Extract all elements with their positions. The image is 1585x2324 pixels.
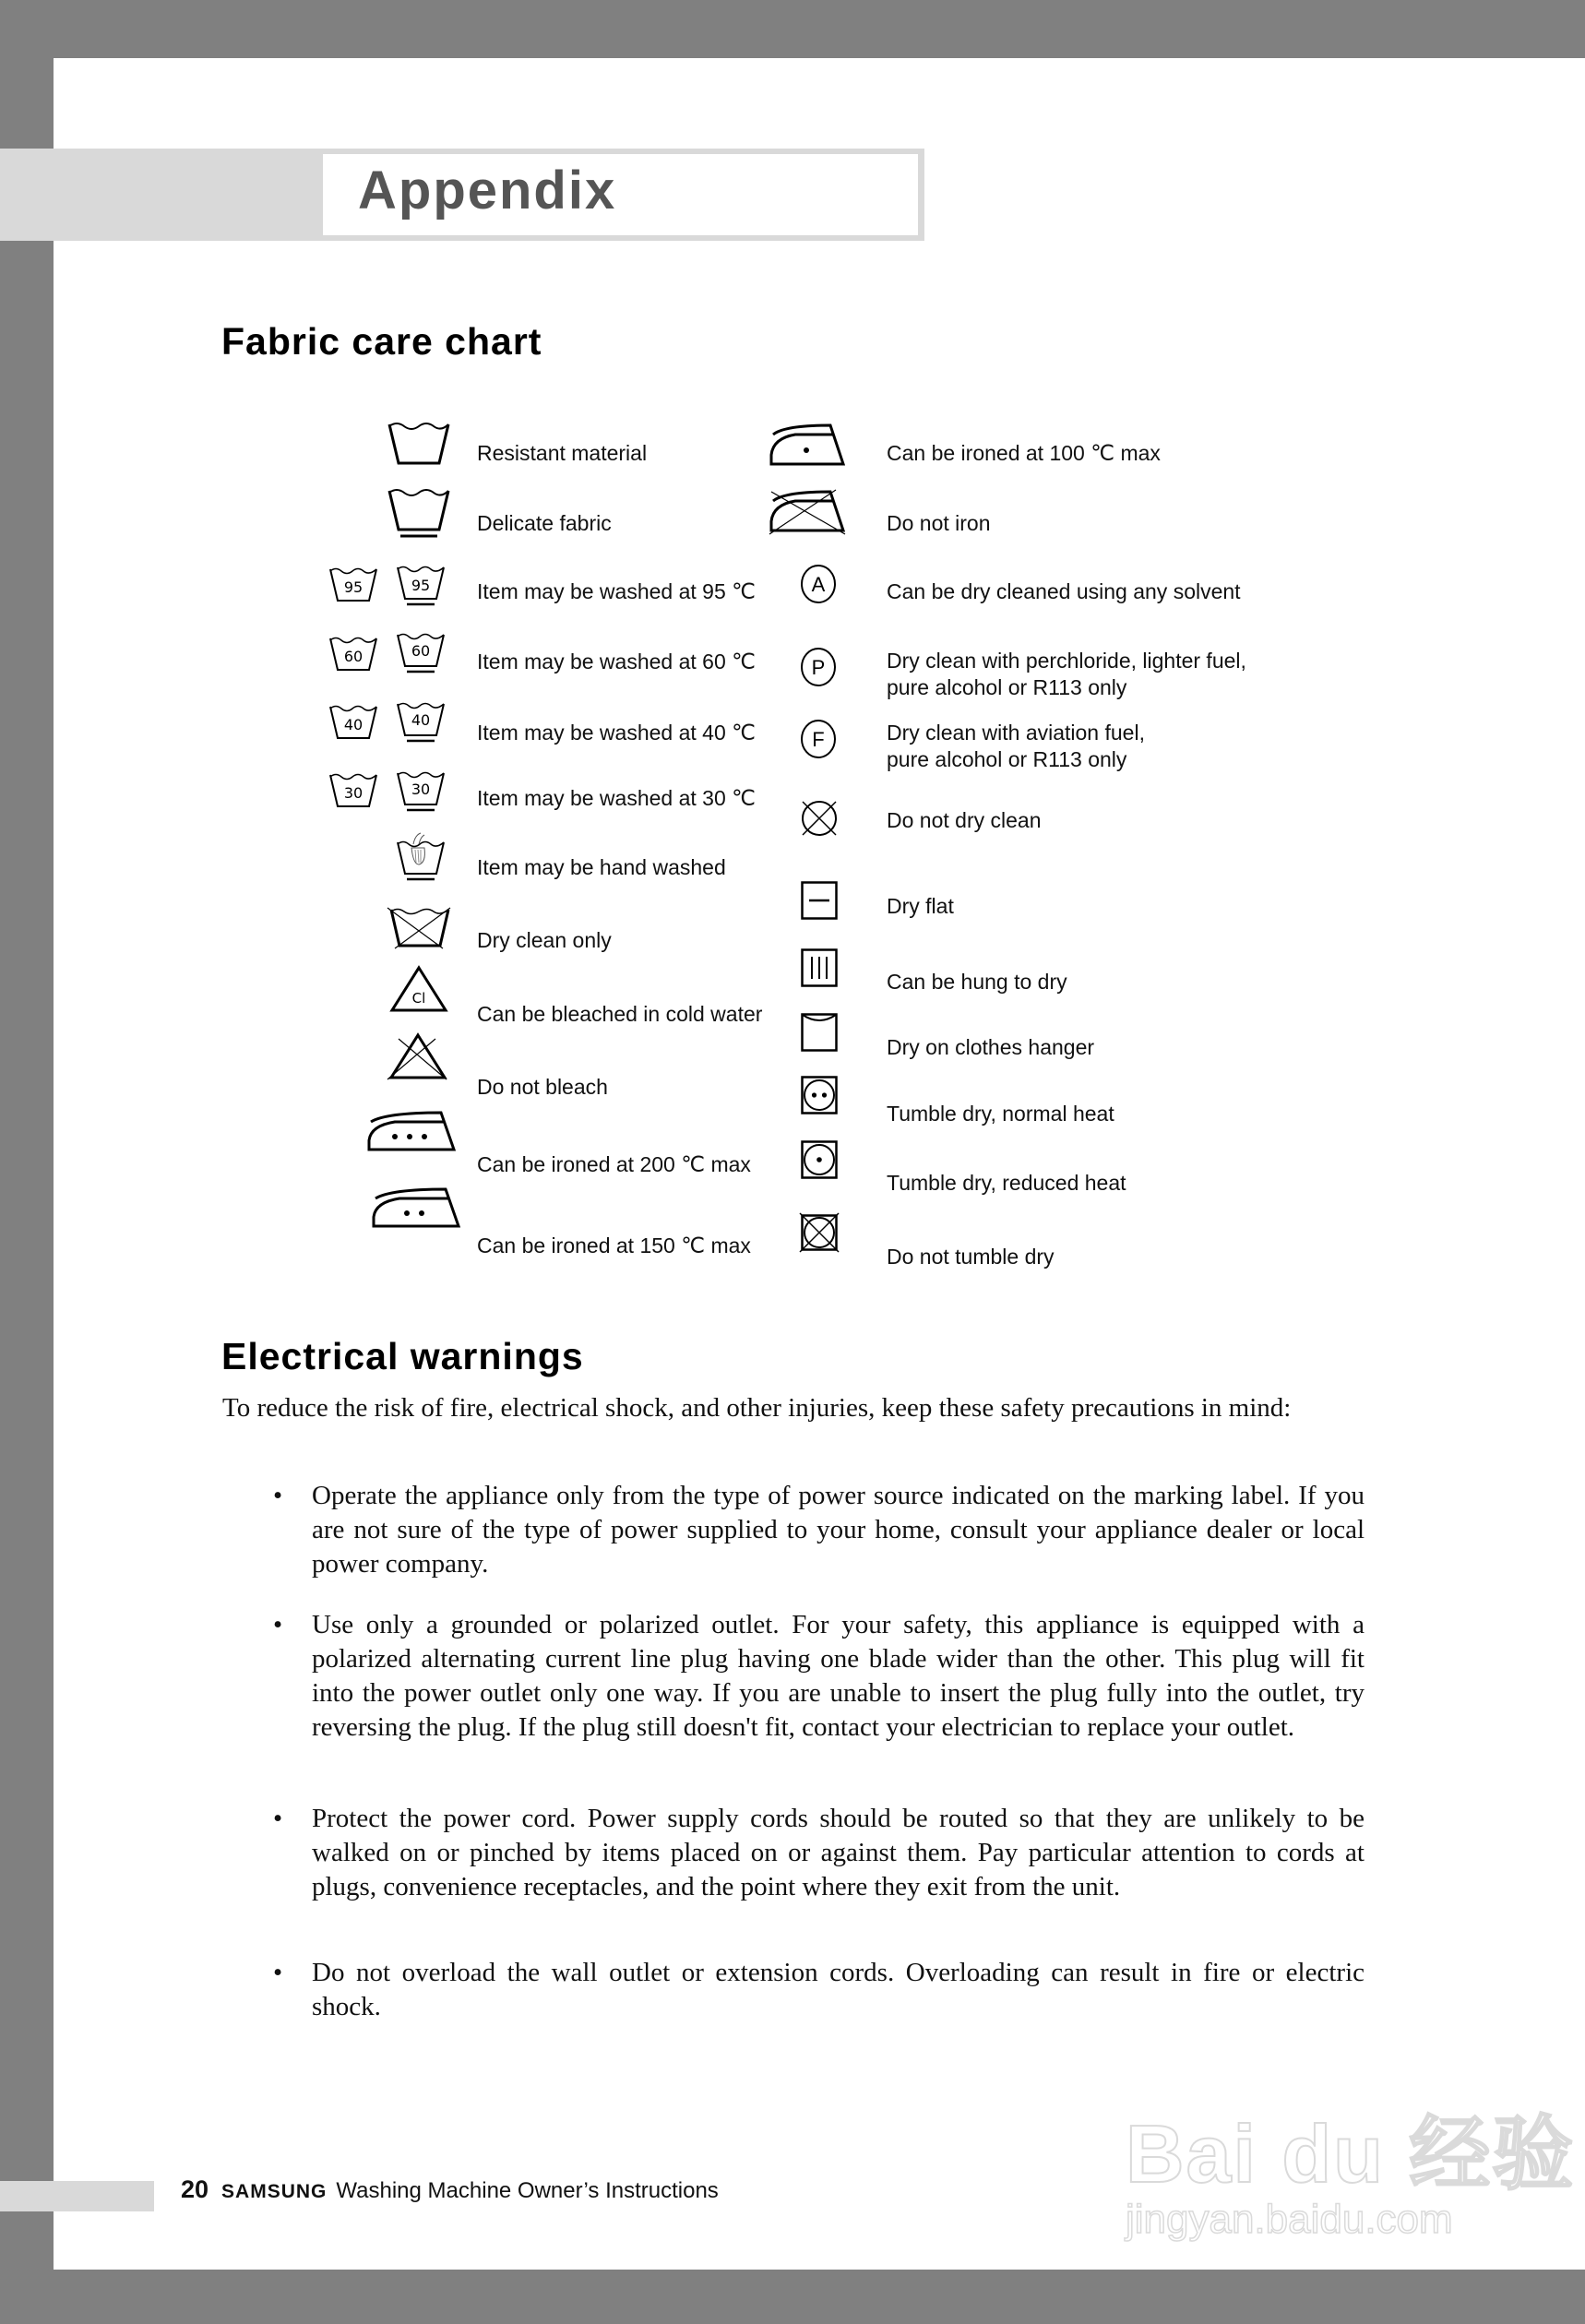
care-label: Dry on clothes hanger	[887, 1035, 1095, 1059]
iron-two-dots-icon	[372, 1186, 460, 1228]
svg-text:95: 95	[343, 578, 363, 596]
care-label: Item may be washed at 30 ℃	[477, 786, 756, 810]
svg-text:Cl: Cl	[411, 990, 426, 1007]
iron-one-dot-icon	[769, 423, 847, 466]
care-label: Can be dry cleaned using any solvent	[887, 579, 1241, 603]
svg-text:P: P	[811, 656, 826, 679]
do-not-dry-clean-icon	[800, 799, 839, 838]
svg-text:30: 30	[343, 784, 363, 802]
watermark-logo: Bai du 经验	[1126, 2108, 1576, 2199]
wash-40-icon	[329, 705, 377, 742]
washtub-delicate-icon	[387, 489, 450, 539]
care-label: Dry clean with perchloride, lighter fuel,	[887, 649, 1246, 673]
svg-text:30: 30	[411, 781, 431, 798]
hand-wash-icon	[397, 833, 445, 881]
bullet-icon: •	[273, 1481, 283, 1510]
wash-95-icon	[329, 567, 377, 604]
dry-clean-a-icon	[799, 564, 838, 604]
care-label: Delicate fabric	[477, 511, 612, 535]
wash-30-delicate-icon	[397, 771, 445, 814]
warning-text: Use only a grounded or polarized outlet. For your safety, this appliance is equipped with a polarized alternating current line plug having one blade wider than the other. This plug will fit into the power outlet only one way. If you are unable to insert the plug fully into the outlet, try reversing the plug. If the plug still doesn't fit, contact your electrician to replace your outlet.	[312, 1610, 1365, 1742]
bullet-icon: •	[273, 1804, 283, 1833]
do-not-iron-icon	[769, 488, 847, 534]
watermark	[1126, 2090, 1575, 2243]
wash-40-delicate-icon	[397, 702, 445, 745]
hang-dry-icon	[801, 948, 838, 987]
care-label: Resistant material	[477, 441, 648, 465]
dry-clean-f-icon	[799, 719, 838, 759]
care-label: Can be ironed at 100 ℃ max	[887, 441, 1161, 465]
care-label-line2: pure alcohol or R113 only	[887, 747, 1127, 771]
care-label: Can be hung to dry	[887, 970, 1067, 994]
svg-text:60: 60	[411, 642, 431, 660]
electrical-intro: To reduce the risk of fire, electrical shock, and other injuries, keep these safety precautions in mind:	[222, 1393, 1292, 1423]
svg-text:60: 60	[343, 648, 363, 665]
care-label: Item may be hand washed	[477, 855, 726, 879]
care-label: Item may be washed at 40 ℃	[477, 721, 756, 745]
wash-60-delicate-icon	[397, 633, 445, 675]
bullet-icon: •	[273, 1958, 283, 1987]
care-label: Tumble dry, reduced heat	[887, 1171, 1126, 1195]
brand-name: SAMSUNG	[221, 2181, 328, 2202]
care-label-line2: pure alcohol or R113 only	[887, 675, 1127, 699]
section-title: Appendix	[358, 161, 617, 220]
care-label: Item may be washed at 95 ℃	[477, 579, 756, 603]
dry-flat-icon	[801, 881, 838, 920]
care-label: Tumble dry, normal heat	[887, 1102, 1114, 1126]
warning-text: Operate the appliance only from the type of power source indicated on the marking label. If you are not sure of the type of power supplied to your home, consult your appliance dealer or local power company.	[312, 1481, 1365, 1579]
warning-text: Protect the power cord. Power supply cords should be routed so that they are unlikely to be walked on or pinched by items placed on or against them. Pay particular attention to cords at plugs, convenience receptacles, and the point where they exit from the unit.	[312, 1804, 1365, 1901]
svg-text:95: 95	[411, 577, 431, 594]
manual-title: Washing Machine Owner’s Instructions	[336, 2178, 719, 2203]
do-not-bleach-icon	[386, 1033, 450, 1079]
care-label: Item may be washed at 60 ℃	[477, 650, 756, 673]
svg-text:40: 40	[343, 716, 363, 733]
clothes-hanger-icon	[801, 1013, 838, 1052]
tumble-dry-normal-icon	[801, 1076, 838, 1114]
washtub-resistant-icon	[387, 423, 450, 467]
page-number: 20	[181, 2175, 209, 2203]
svg-text:40: 40	[411, 711, 431, 729]
do-not-wash-icon	[387, 908, 452, 948]
fabric-care-heading: Fabric care chart	[221, 320, 542, 363]
wash-30-icon	[329, 773, 377, 810]
footer-tab	[0, 2181, 154, 2211]
watermark-url: jingyan.baidu.com	[1126, 2197, 1453, 2242]
electrical-warnings-heading: Electrical warnings	[221, 1335, 584, 1377]
care-label: Can be ironed at 200 ℃ max	[477, 1152, 751, 1176]
care-label: Dry clean only	[477, 928, 612, 952]
svg-text:A: A	[811, 573, 826, 596]
svg-text:F: F	[812, 728, 825, 751]
care-label: Do not tumble dry	[887, 1245, 1055, 1269]
dry-clean-p-icon	[799, 647, 838, 687]
wash-60-icon	[329, 637, 377, 673]
wash-95-delicate-icon	[397, 566, 445, 608]
iron-three-dots-icon	[367, 1109, 456, 1151]
care-label: Do not bleach	[477, 1075, 608, 1099]
care-label: Can be ironed at 150 ℃ max	[477, 1234, 751, 1257]
care-label: Dry clean with aviation fuel,	[887, 721, 1145, 745]
bleach-cl-icon	[390, 966, 447, 1012]
tumble-dry-reduced-icon	[801, 1140, 838, 1179]
warning-text: Do not overload the wall outlet or extension cords. Overloading can result in fire or electric shock.	[312, 1958, 1365, 2021]
care-label: Dry flat	[887, 894, 954, 918]
do-not-tumble-dry-icon	[799, 1212, 840, 1253]
care-label: Can be bleached in cold water	[477, 1002, 763, 1026]
bullet-icon: •	[273, 1610, 283, 1639]
care-label: Do not iron	[887, 511, 991, 535]
page-footer	[181, 2175, 719, 2204]
care-label: Do not dry clean	[887, 808, 1042, 832]
